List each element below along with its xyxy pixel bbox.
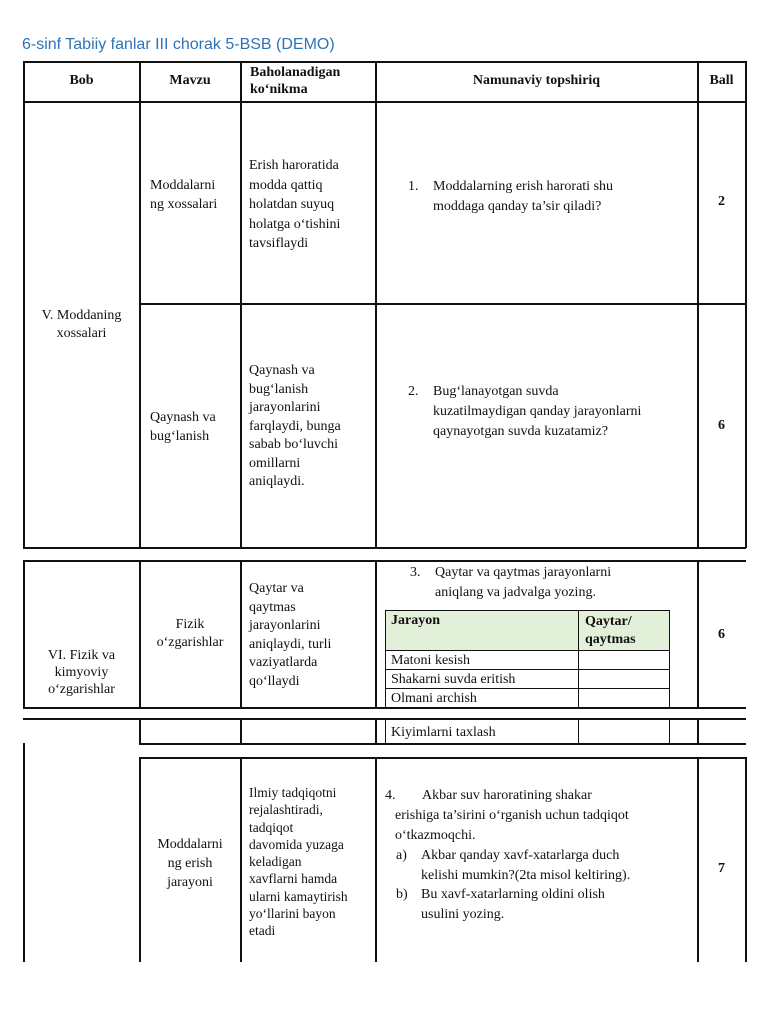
row3-konikma: Qaytar va qaytmas jarayonlarini aniqlaydi, turli vaziyatlarda qo‘llaydi [249, 581, 332, 689]
row2-konikma: Qaynash va bug‘lanish jarayonlarini farqlaydi, bunga sabab bo‘luvchi omillarni aniqlaydi. [249, 363, 341, 489]
inner-col-qaytar: Qaytar/ qaytmas [585, 614, 636, 647]
row4-konikma: Ilmiy tadqiqotni rejalashtiradi, tadqiqot davomida yuzaga keladigan xavflarni hamda ularni kamaytirish yo‘llarini bayon etadi [249, 785, 348, 939]
header-bob: Bob [69, 73, 94, 88]
row4-sub-b-label: b) [396, 887, 408, 902]
row4-mavzu: Moddalarni ng erish jarayoni [157, 837, 223, 890]
row1-task: Moddalarning erish harorati shu moddaga qanday ta’sir qiladi? [433, 179, 614, 214]
row1-konikma: Erish haroratida modda qattiq holatdan suyuq holatga o‘tishini tavsiflaydi [249, 158, 341, 251]
header-ball: Ball [709, 73, 734, 88]
inner-row-3: Olmani archish [391, 691, 477, 706]
inner-col-jarayon: Jarayon [391, 613, 440, 628]
row2-task-number: 2. [408, 384, 419, 399]
row4-sub-b: Bu xavf-xatarlarning oldini olish usulini yozing. [421, 887, 605, 922]
row3-task-number: 3. [410, 565, 421, 580]
row4-sub-a: Akbar qanday xavf-xatarlarga duch kelishi mumkin?(2ta misol keltiring). [421, 848, 631, 883]
row4-ball: 7 [718, 861, 725, 876]
header-mavzu: Mavzu [169, 73, 211, 88]
page-title: 6-sinf Tabiiy fanlar III chorak 5-BSB (DEMO) [22, 36, 335, 53]
header-konikma: Baholanadigan ko‘nikma [250, 65, 341, 97]
row4-sub-a-label: a) [396, 848, 407, 863]
inner-row-1: Matoni kesish [391, 653, 470, 668]
row3-mavzu: Fizik o‘zgarishlar [156, 617, 224, 650]
chapter-v: V. Moddaning xossalari [41, 308, 122, 341]
row1-task-number: 1. [408, 179, 419, 194]
row2-mavzu: Qaynash va bug‘lanish [150, 410, 216, 444]
row2-ball: 6 [718, 418, 725, 433]
row3-task: Qaytar va qaytmas jarayonlarni aniqlang va jadvalga yozing. [435, 565, 612, 600]
header-topshiriq: Namunaviy topshiriq [472, 73, 601, 88]
inner-row-4: Kiyimlarni taxlash [391, 725, 496, 740]
row1-ball: 2 [718, 194, 725, 209]
row1-mavzu: Moddalarni ng xossalari [150, 178, 218, 212]
row3-ball: 6 [718, 627, 725, 642]
row2-task: Bug‘lanayotgan suvda kuzatilmaydigan qanday jarayonlarni qaynayotgan suvda kuzatamiz? [433, 384, 642, 439]
row4-task-number: 4. [385, 788, 396, 803]
inner-row-2: Shakarni suvda eritish [391, 672, 516, 687]
chapter-vi: VI. Fizik va kimyoviy o‘zgarishlar [47, 648, 116, 697]
row4-task: Akbar suv haroratining shakar erishiga ta’sirini o‘rganish uchun tadqiqot o‘tkazmoqchi. [395, 788, 629, 843]
